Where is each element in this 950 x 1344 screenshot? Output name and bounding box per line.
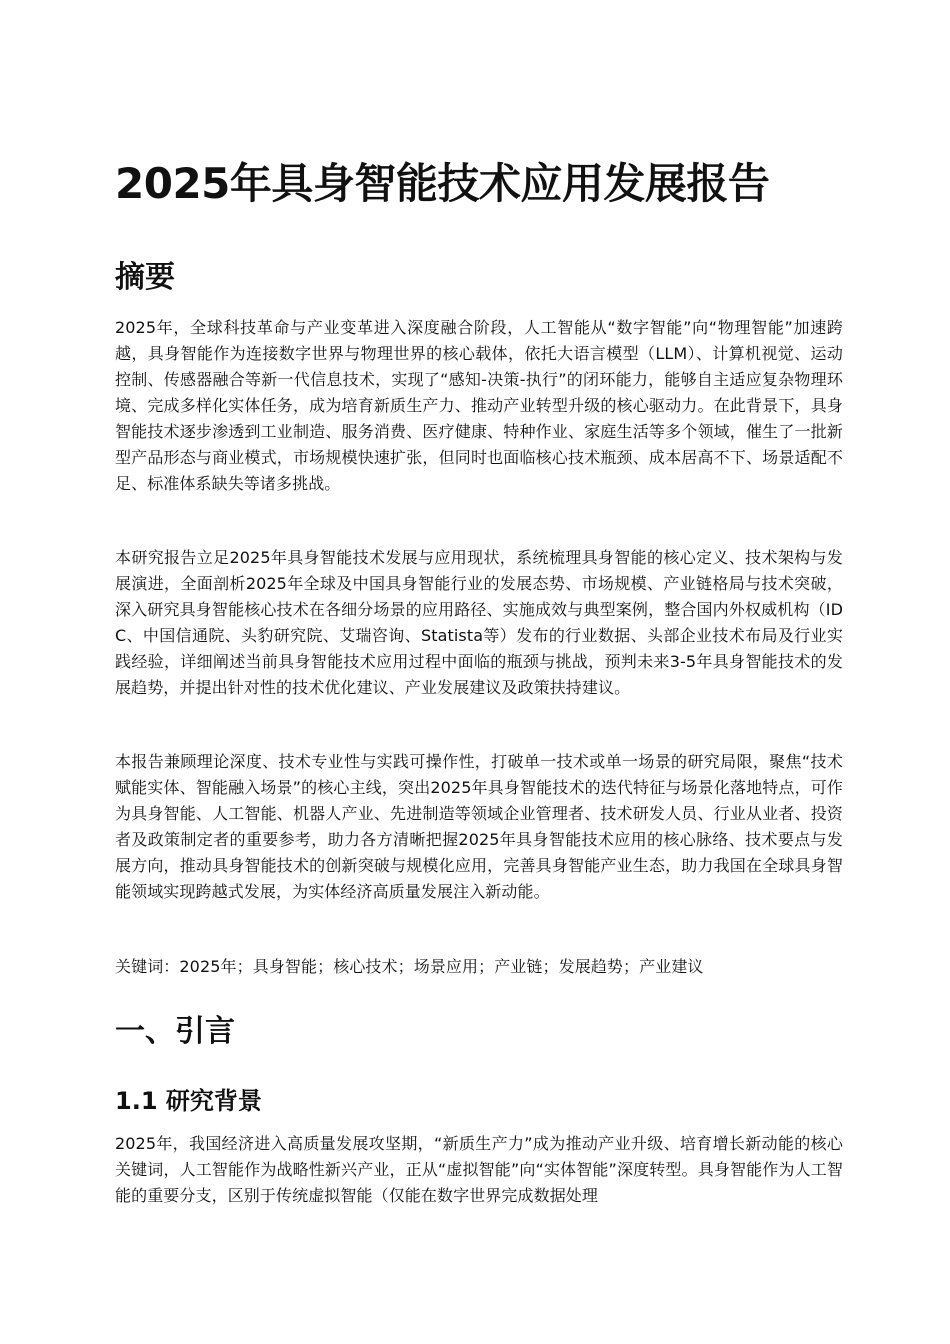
abstract-heading: 摘要 xyxy=(115,260,175,295)
abstract-paragraph-3: 本报告兼顾理论深度、技术专业性与实践可操作性，打破单一技术或单一场景的研究局限，聚焦“技术赋能实体、智能融入场景”的核心主线，突出2025年具身智能技术的迭代特征与场景化落地特点，可作为具身智能、人工智能、机器人产业、先进制造等领域企业管理者、技术研发人员、行业从业者、投资者及政策制定者的重要参考，助力各方清晰把握2025年具身智能技术应用的核心脉络、技术要点与发展方向，推动具身智能技术的创新突破与规模化应用，完善具身智能产业生态，助力我国在全球具身智能领域实现跨越式发展，为实体经济高质量发展注入新动能。 xyxy=(115,752,843,901)
subsection-1-1-heading: 1.1 研究背景 xyxy=(115,1087,262,1115)
abstract-paragraph-2: 本研究报告立足2025年具身智能技术发展与应用现状，系统梳理具身智能的核心定义、技术架构与发展演进，全面剖析2025年全球及中国具身智能行业的发展态势、市场规模、产业链格局与技术突破，深入研究具身智能核心技术在各细分场景的应用路径、实施成效与典型案例，整合国内外权威机构（IDC、中国信通院、头豹研究院、艾瑞咨询、Statista等）发布的行业数据、头部企业技术布局及行业实践经验，详细阐述当前具身智能技术应用过程中面临的瓶颈与挑战，预判未来3-5年具身智能技术的发展趋势，并提出针对性的技术优化建议、产业发展建议及政策扶持建议。 xyxy=(115,548,843,697)
subsection-1-1-paragraph: 2025年，我国经济进入高质量发展攻坚期，“新质生产力”成为推动产业升级、培育增长新动能的核心关键词，人工智能作为战略性新兴产业，正从“虚拟智能”向“实体智能”深度转型。具身智能作为人工智能的重要分支，区别于传统虚拟智能（仅能在数字世界完成数据处理 xyxy=(115,1134,843,1205)
section-1-heading: 一、引言 xyxy=(115,1014,235,1049)
document-title: 2025年具身智能技术应用发展报告 xyxy=(115,159,770,208)
keywords-line: 关键词：2025年；具身智能；核心技术；场景应用；产业链；发展趋势；产业建议 xyxy=(115,957,704,976)
abstract-paragraph-1: 2025年，全球科技革命与产业变革进入深度融合阶段，人工智能从“数字智能”向“物理智能”加速跨越，具身智能作为连接数字世界与物理世界的核心载体，依托大语言模型（LLM）、计算机视觉、运动控制、传感器融合等新一代信息技术，实现了“感知-决策-执行”的闭环能力，能够自主适应复杂物理环境、完成多样化实体任务，成为培育新质生产力、推动产业转型升级的核心驱动力。在此背景下，具身智能技术逐步渗透到工业制造、服务消费、医疗健康、特种作业、家庭生活等多个领域，催生了一批新型产品形态与商业模式，市场规模快速扩张，但同时也面临核心技术瓶颈、成本居高不下、场景适配不足、标准体系缺失等诸多挑战。 xyxy=(115,318,843,493)
